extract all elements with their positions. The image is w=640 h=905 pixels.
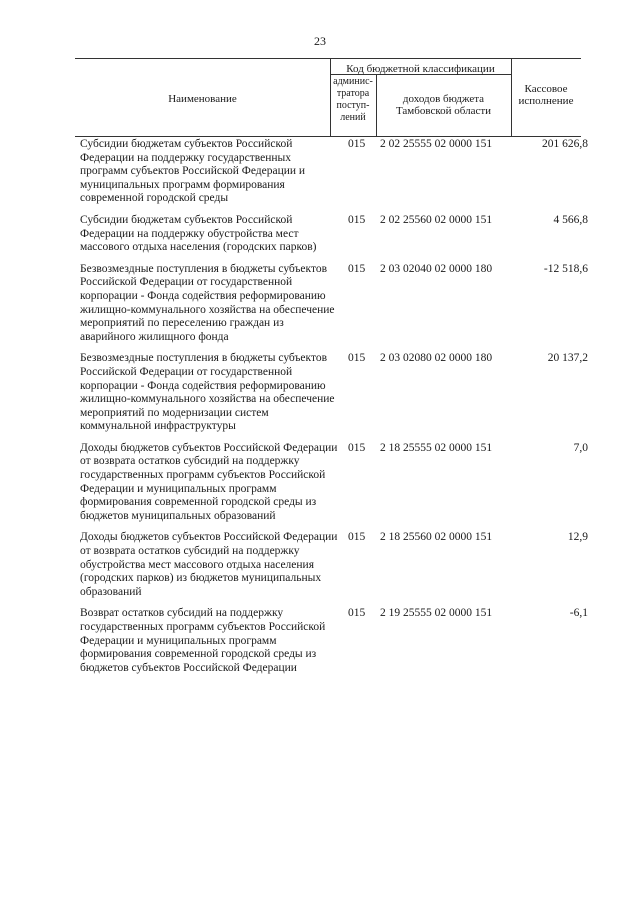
table-body: [80, 138, 590, 683]
row-admin-code: 015: [348, 138, 366, 150]
row-income-code: 2 03 02040 02 0000 180: [380, 262, 493, 275]
row-admin-code: 015: [348, 531, 366, 544]
table-row: [80, 138, 590, 206]
row-income-code: 2 02 25560 02 0000 151: [380, 213, 493, 226]
row-admin-code: 015: [348, 352, 366, 365]
page-number: 23: [314, 34, 326, 48]
row-income-code: 2 19 25555 02 0000 151: [380, 607, 493, 620]
table-row: [80, 442, 590, 524]
row-name: Субсидии бюджетам субъектов Российской Федерации на поддержку государственных программ субъектов Российской Федерации и муниципальных программ формирования современной городской среды: [80, 138, 306, 205]
row-name: Безвозмездные поступления в бюджеты субъектов Российской Федерации от государственной корпорации - Фонда содействия реформированию жилищно-коммунального хозяйства на обеспечение мероприятий по переселению граждан из аварийного жилищного фонда: [80, 262, 335, 343]
table-header: [75, 58, 581, 137]
row-amount: 20 137,2: [547, 352, 588, 365]
row-amount: -6,1: [569, 607, 588, 620]
row-income-code: 2 02 25555 02 0000 151: [380, 138, 493, 150]
table-row: [80, 352, 590, 434]
table-row: [80, 531, 590, 599]
row-amount: 12,9: [567, 531, 588, 544]
row-income-code: 2 03 02080 02 0000 180: [380, 352, 493, 365]
header-budget-code: Код бюджетной классификации: [346, 63, 495, 75]
row-income-code: 2 18 25555 02 0000 151: [380, 441, 493, 454]
row-amount: 7,0: [573, 441, 588, 454]
row-admin-code: 015: [348, 262, 366, 275]
row-name: Доходы бюджетов субъектов Российской Федерации от возврата остатков субсидий на поддержку обустройства мест массового отдыха населения (городских парков) из бюджетов муниципальных образований: [80, 531, 338, 598]
row-name: Субсидии бюджетам субъектов Российской Федерации на поддержку обустройства мест массового отдыха населения (городских парков): [80, 213, 317, 254]
row-name: Безвозмездные поступления в бюджеты субъектов Российской Федерации от государственной корпорации - Фонда содействия реформированию жилищно-коммунального хозяйства на обеспечение мероприятий по модернизации систем коммунальной инфраструктуры: [80, 352, 335, 433]
row-admin-code: 015: [348, 441, 366, 454]
header-cash: Кассовое исполнение: [518, 83, 574, 107]
table-row: [80, 214, 590, 255]
row-amount: 4 566,8: [553, 213, 588, 226]
row-income-code: 2 18 25560 02 0000 151: [380, 531, 493, 544]
row-amount: -12 518,6: [543, 262, 588, 275]
row-amount: 201 626,8: [542, 138, 588, 150]
header-admin: админис-тратора поступ-лений: [333, 76, 373, 123]
header-name: Наименование: [168, 93, 237, 105]
row-admin-code: 015: [348, 607, 366, 620]
table-row: [80, 263, 590, 345]
table-row: [80, 607, 590, 675]
row-name: Возврат остатков субсидий на поддержку государственных программ субъектов Российской Федерации и муниципальных программ формирования современной городской среды из бюджетов субъектов Российской Федерации: [80, 607, 326, 674]
row-admin-code: 015: [348, 213, 366, 226]
header-income: доходов бюджета Тамбовской области: [395, 93, 492, 117]
row-name: Доходы бюджетов субъектов Российской Федерации от возврата остатков субсидий на поддержку государственных программ субъектов Российской Федерации и муниципальных программ формирования современной городской среды из бюджетов муниципальных образований: [80, 441, 338, 522]
